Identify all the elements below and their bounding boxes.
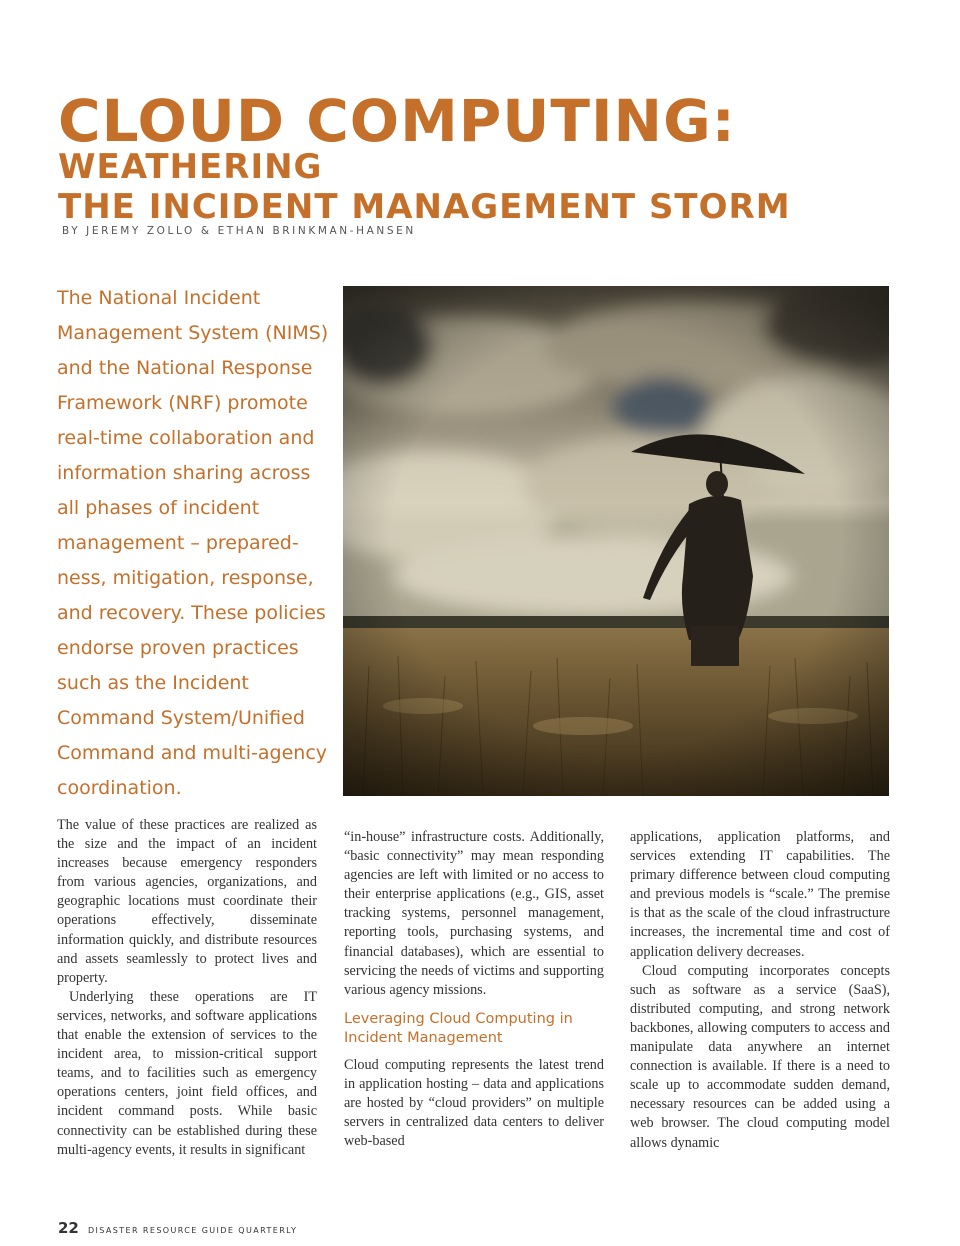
title-sub: WEATHERING (58, 147, 323, 187)
body-paragraph: applications, application platforms, and services extending IT capabilities. The primary difference between cloud computing and previous models is “scale.” The premise is that as the scale of the cloud infrastructure increases, the incremental time and cost of application delivery decreases. (630, 829, 890, 960)
title-main: CLOUD COMPUTING: (58, 87, 736, 155)
body-column-3 (630, 828, 890, 1153)
body-column-1 (57, 816, 317, 1160)
page-footer (58, 1218, 297, 1237)
publication-name: DISASTER RESOURCE GUIDE QUARTERLY (87, 1226, 298, 1235)
section-subhead: Leveraging Cloud Computing in Incident Management (344, 1010, 573, 1046)
body-paragraph: Underlying these operations are IT services, networks, and software applications that enable the extension of services to the incident area, to mission-critical support teams, and to facilities such as emergency operations centers, joint field offices, and incident command posts. While basic connectivity can be established during these multi-agency events, it results in significant (57, 988, 317, 1158)
lede-paragraph: The National Incident Management System (NIMS) and the National Response Framework (NRF) promote real-time collaboration and information sharing across all phases of incident management – prepared-ness, mitigation, response, and recovery. These policies endorse proven practices such as the Incident Command System/Unified Command and multi-agency coordination. (57, 287, 329, 799)
byline: BY JEREMY ZOLLO & ETHAN BRINKMAN-HANSEN (62, 225, 416, 237)
body-column-2 (344, 828, 604, 1151)
body-paragraph: Cloud computing represents the latest trend in application hosting – data and applications are hosted by “cloud providers” on multiple servers in centralized data centers to deliver web-based (344, 1056, 604, 1150)
body-paragraph: Cloud computing incorporates concepts such as software as a service (SaaS), distributed computing, and strong network backbones, allowing computers to access and manipulate data anywhere an internet connection is available. If there is a need to scale up to accommodate sudden demand, necessary resources can be added using a web browser. The cloud computing model allows dynamic (630, 962, 890, 1151)
title-line-2: THE INCIDENT MANAGEMENT STORM (58, 187, 791, 227)
article-title (58, 87, 938, 227)
umbrella-man-photo (343, 286, 889, 796)
body-paragraph: The value of these practices are realized as the size and the impact of an incident increases because emergency responders from various agencies, organizations, and geographic locations must coordinate their operations effectively, disseminate information quickly, and distribute resources and assets seamlessly to protect lives and property. (57, 817, 317, 986)
body-paragraph: “in-house” infrastructure costs. Additionally, “basic connectivity” may mean responding agencies are left with limited or no access to their enterprise applications (e.g., GIS, asset tracking systems, personnel management, reporting tools, purchasing systems, and financial databases), which are essential to servicing the needs of victims and supporting various agency missions. (344, 829, 604, 998)
page-number: 22 (58, 1219, 79, 1237)
